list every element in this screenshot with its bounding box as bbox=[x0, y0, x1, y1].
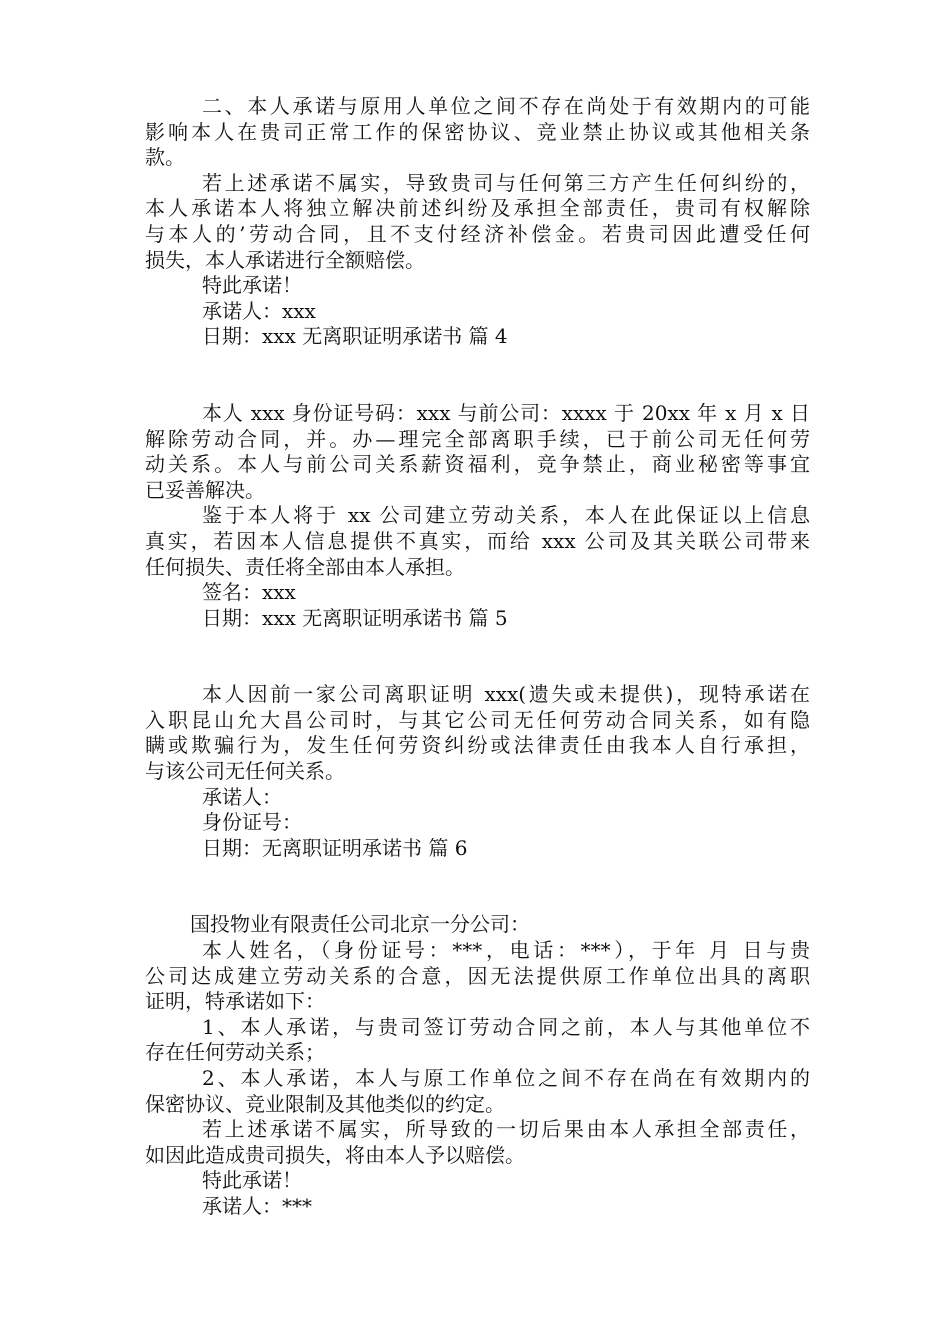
text-line: 影响本人在贵司正常工作的保密协议、竞业禁止协议或其他相关条 bbox=[145, 119, 810, 144]
text-line: 已妥善解决。 bbox=[145, 477, 265, 502]
text-line: 存在任何劳动关系； bbox=[145, 1040, 325, 1065]
text-line: 二、本人承诺与原用人单位之间不存在尚处于有效期内的可能 bbox=[202, 94, 810, 118]
text-line: 与该公司无任何关系。 bbox=[145, 759, 345, 784]
text-line: 签名：xxx bbox=[202, 580, 296, 605]
text-line: 1、本人承诺，与贵司签订劳动合同之前，本人与其他单位不 bbox=[202, 1014, 810, 1039]
text-line: 瞒或欺骗行为，发生任何劳资纠纷或法律责任由我本人自行承担， bbox=[145, 733, 810, 758]
text-line: 保密协议、竞业限制及其他类似的约定。 bbox=[145, 1091, 505, 1116]
section-gap bbox=[145, 350, 810, 401]
text-line: 日期：无离职证明承诺书 篇 6 bbox=[202, 835, 468, 860]
text-line: 损失，本人承诺进行全额赔偿。 bbox=[145, 247, 425, 272]
text-line: 真实，若因本人信息提供不真实，而给 xxx 公司及其关联公司带来 bbox=[145, 528, 810, 553]
text-line: 国投物业有限责任公司北京一分公司： bbox=[190, 912, 530, 937]
text-line: 本人承诺本人将独立解决前述纠纷及承担全部责任，贵司有权解除 bbox=[145, 196, 810, 221]
document-section bbox=[145, 94, 810, 350]
text-line: 入职昆山允大昌公司时，与其它公司无任何劳动合同关系，如有隐 bbox=[145, 707, 810, 732]
text-line: 若上述承诺不属实，导致贵司与任何第三方产生任何纠纷的， bbox=[202, 170, 810, 195]
text-line: 本人 xxx 身份证号码：xxx 与前公司：xxxx 于 20xx 年 x 月 x 日 bbox=[202, 400, 810, 425]
text-line: 证明，特承诺如下： bbox=[145, 989, 325, 1014]
text-line: 日期：xxx 无离职证明承诺书 篇 4 bbox=[202, 324, 508, 349]
text-line: 承诺人：*** bbox=[202, 1193, 312, 1218]
text-line: 承诺人： bbox=[202, 784, 282, 809]
text-line: 本人因前一家公司离职证明 xxx(遗失或未提供)，现特承诺在 bbox=[202, 682, 810, 707]
text-line: 如因此造成贵司损失，将由本人予以赔偿。 bbox=[145, 1142, 525, 1167]
text-line: 解除劳动合同，并。办—理完全部离职手续，已于前公司无任何劳 bbox=[145, 426, 810, 451]
section-gap bbox=[145, 631, 810, 682]
text-line: 日期：xxx 无离职证明承诺书 篇 5 bbox=[202, 605, 508, 630]
document-section bbox=[145, 401, 810, 631]
document-page bbox=[145, 94, 810, 1220]
text-line: 特此承诺！ bbox=[202, 273, 302, 298]
text-line: 任何损失、责任将全部由本人承担。 bbox=[145, 554, 465, 579]
document-section bbox=[145, 912, 810, 1219]
section-gap bbox=[145, 861, 810, 912]
text-line: 公司达成建立劳动关系的合意，因无法提供原工作单位出具的离职 bbox=[145, 963, 810, 988]
text-line: 与本人的’劳动合同，且不支付经济补偿金。若贵司因此遭受任何 bbox=[145, 221, 810, 246]
document-section bbox=[145, 682, 810, 861]
text-line: 承诺人：xxx bbox=[202, 298, 316, 323]
text-line: 特此承诺！ bbox=[202, 1168, 302, 1193]
text-line: 鉴于本人将于 xx 公司建立劳动关系，本人在此保证以上信息 bbox=[202, 503, 810, 528]
text-line: 2、本人承诺，本人与原工作单位之间不存在尚在有效期内的 bbox=[202, 1066, 810, 1090]
text-line: 若上述承诺不属实，所导致的一切后果由本人承担全部责任， bbox=[202, 1117, 810, 1142]
text-line: 动关系。本人与前公司关系薪资福利，竞争禁止，商业秘密等事宜 bbox=[145, 452, 810, 477]
text-line: 身份证号： bbox=[202, 810, 302, 835]
text-line: 本人姓名，（身份证号：***，电话：***），于年 月 日与贵 bbox=[202, 938, 810, 963]
text-line: 款。 bbox=[145, 145, 185, 170]
